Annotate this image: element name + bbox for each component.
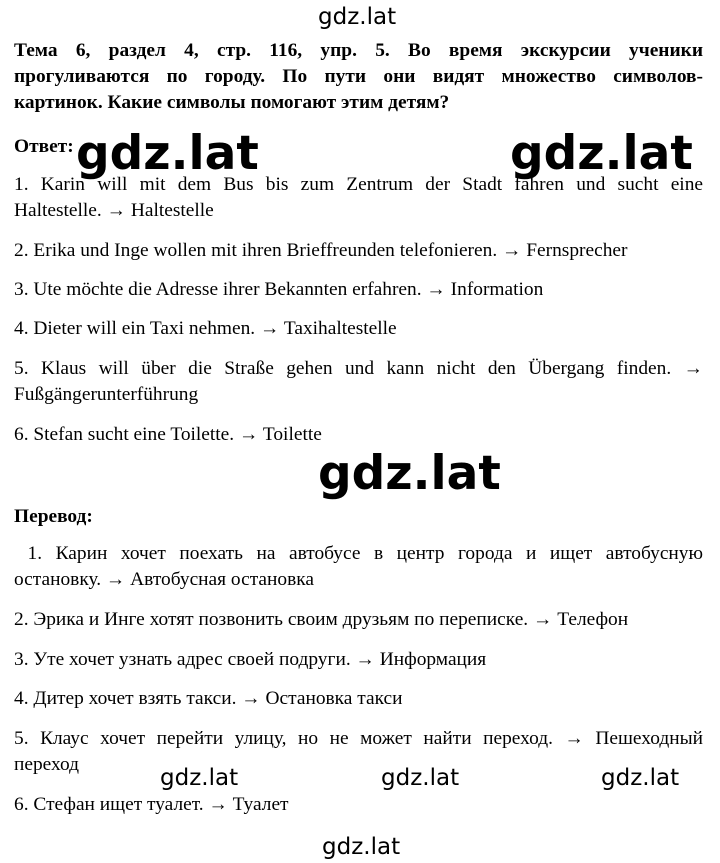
answer-6-line: 6. Stefan sucht eine Toilette. → Toilette [14,424,322,445]
answer-2 [14,238,703,264]
translation-6-line: 6. Стефан ищет туалет. → Туалет [14,794,289,815]
answer-4 [14,316,703,342]
watermark-bottom-left: gdz.lat [160,765,239,791]
translation-5-line-1: 5. Клаус хочет перейти улицу, но не может найти переход. → Пешеходный [14,728,703,749]
translation-5 [14,726,703,778]
translation-5-line-2: переход [14,754,79,775]
answer-2-line: 2. Erika und Inge wollen mit ihren Brieffreunden telefonieren. → Fernsprecher [14,240,628,261]
answer-1-line-1: 1. Karin will mit dem Bus bis zum Zentrum der Stadt fahren und sucht eine [14,174,703,195]
watermark-bottom-right: gdz.lat [601,765,680,791]
task-line-2: прогуливаются по городу. По пути они видят множество символов- [14,66,703,87]
translation-4-line: 4. Дитер хочет взять такси. → Остановка такси [14,688,403,709]
translation-1-line-1: 1. Карин хочет поехать на автобусе в центр города и ищет автобусную [14,543,703,564]
translation-4 [14,686,703,712]
translation-3 [14,647,703,673]
watermark-footer: gdz.lat [322,834,401,860]
watermark-bottom-mid: gdz.lat [381,765,460,791]
translation-3-line: 3. Уте хочет узнать адрес своей подруги. → Информация [14,649,487,670]
task-line-1: Тема 6, раздел 4, стр. 116, упр. 5. Во время экскурсии ученики [14,40,703,61]
translation-2-line: 2. Эрика и Инге хотят позвонить своим друзьям по переписке. → Телефон [14,609,629,630]
translation-heading-block [14,504,703,530]
task-line-3: картинок. Какие символы помогают этим детям? [14,92,450,113]
translation-1-line-2: остановку. → Автобусная остановка [14,569,314,590]
watermark-large-left: gdz.lat [76,126,259,181]
answer-5-line-1: 5. Klaus will über die Straße gehen und kann nicht den Übergang finden. → [14,358,703,379]
watermark-large-right: gdz.lat [510,126,693,181]
answer-heading: Ответ: [14,136,74,157]
answer-4-line: 4. Dieter will ein Taxi nehmen. → Taxihaltestelle [14,318,397,339]
answer-1-line-2: Haltestelle. → Haltestelle [14,200,214,221]
answer-3-line: 3. Ute möchte die Adresse ihrer Bekannten erfahren. → Information [14,279,544,300]
translation-2 [14,607,703,633]
answer-3 [14,277,703,303]
translation-1 [14,541,703,593]
translation-6 [14,792,703,818]
watermark-large-center: gdz.lat [318,446,501,501]
watermark-top: gdz.lat [318,4,397,30]
answer-5 [14,356,703,408]
answer-5-line-2: Fußgängerunterführung [14,384,199,405]
answer-6 [14,422,703,448]
task-text [14,38,703,116]
translation-heading: Перевод: [14,506,93,527]
